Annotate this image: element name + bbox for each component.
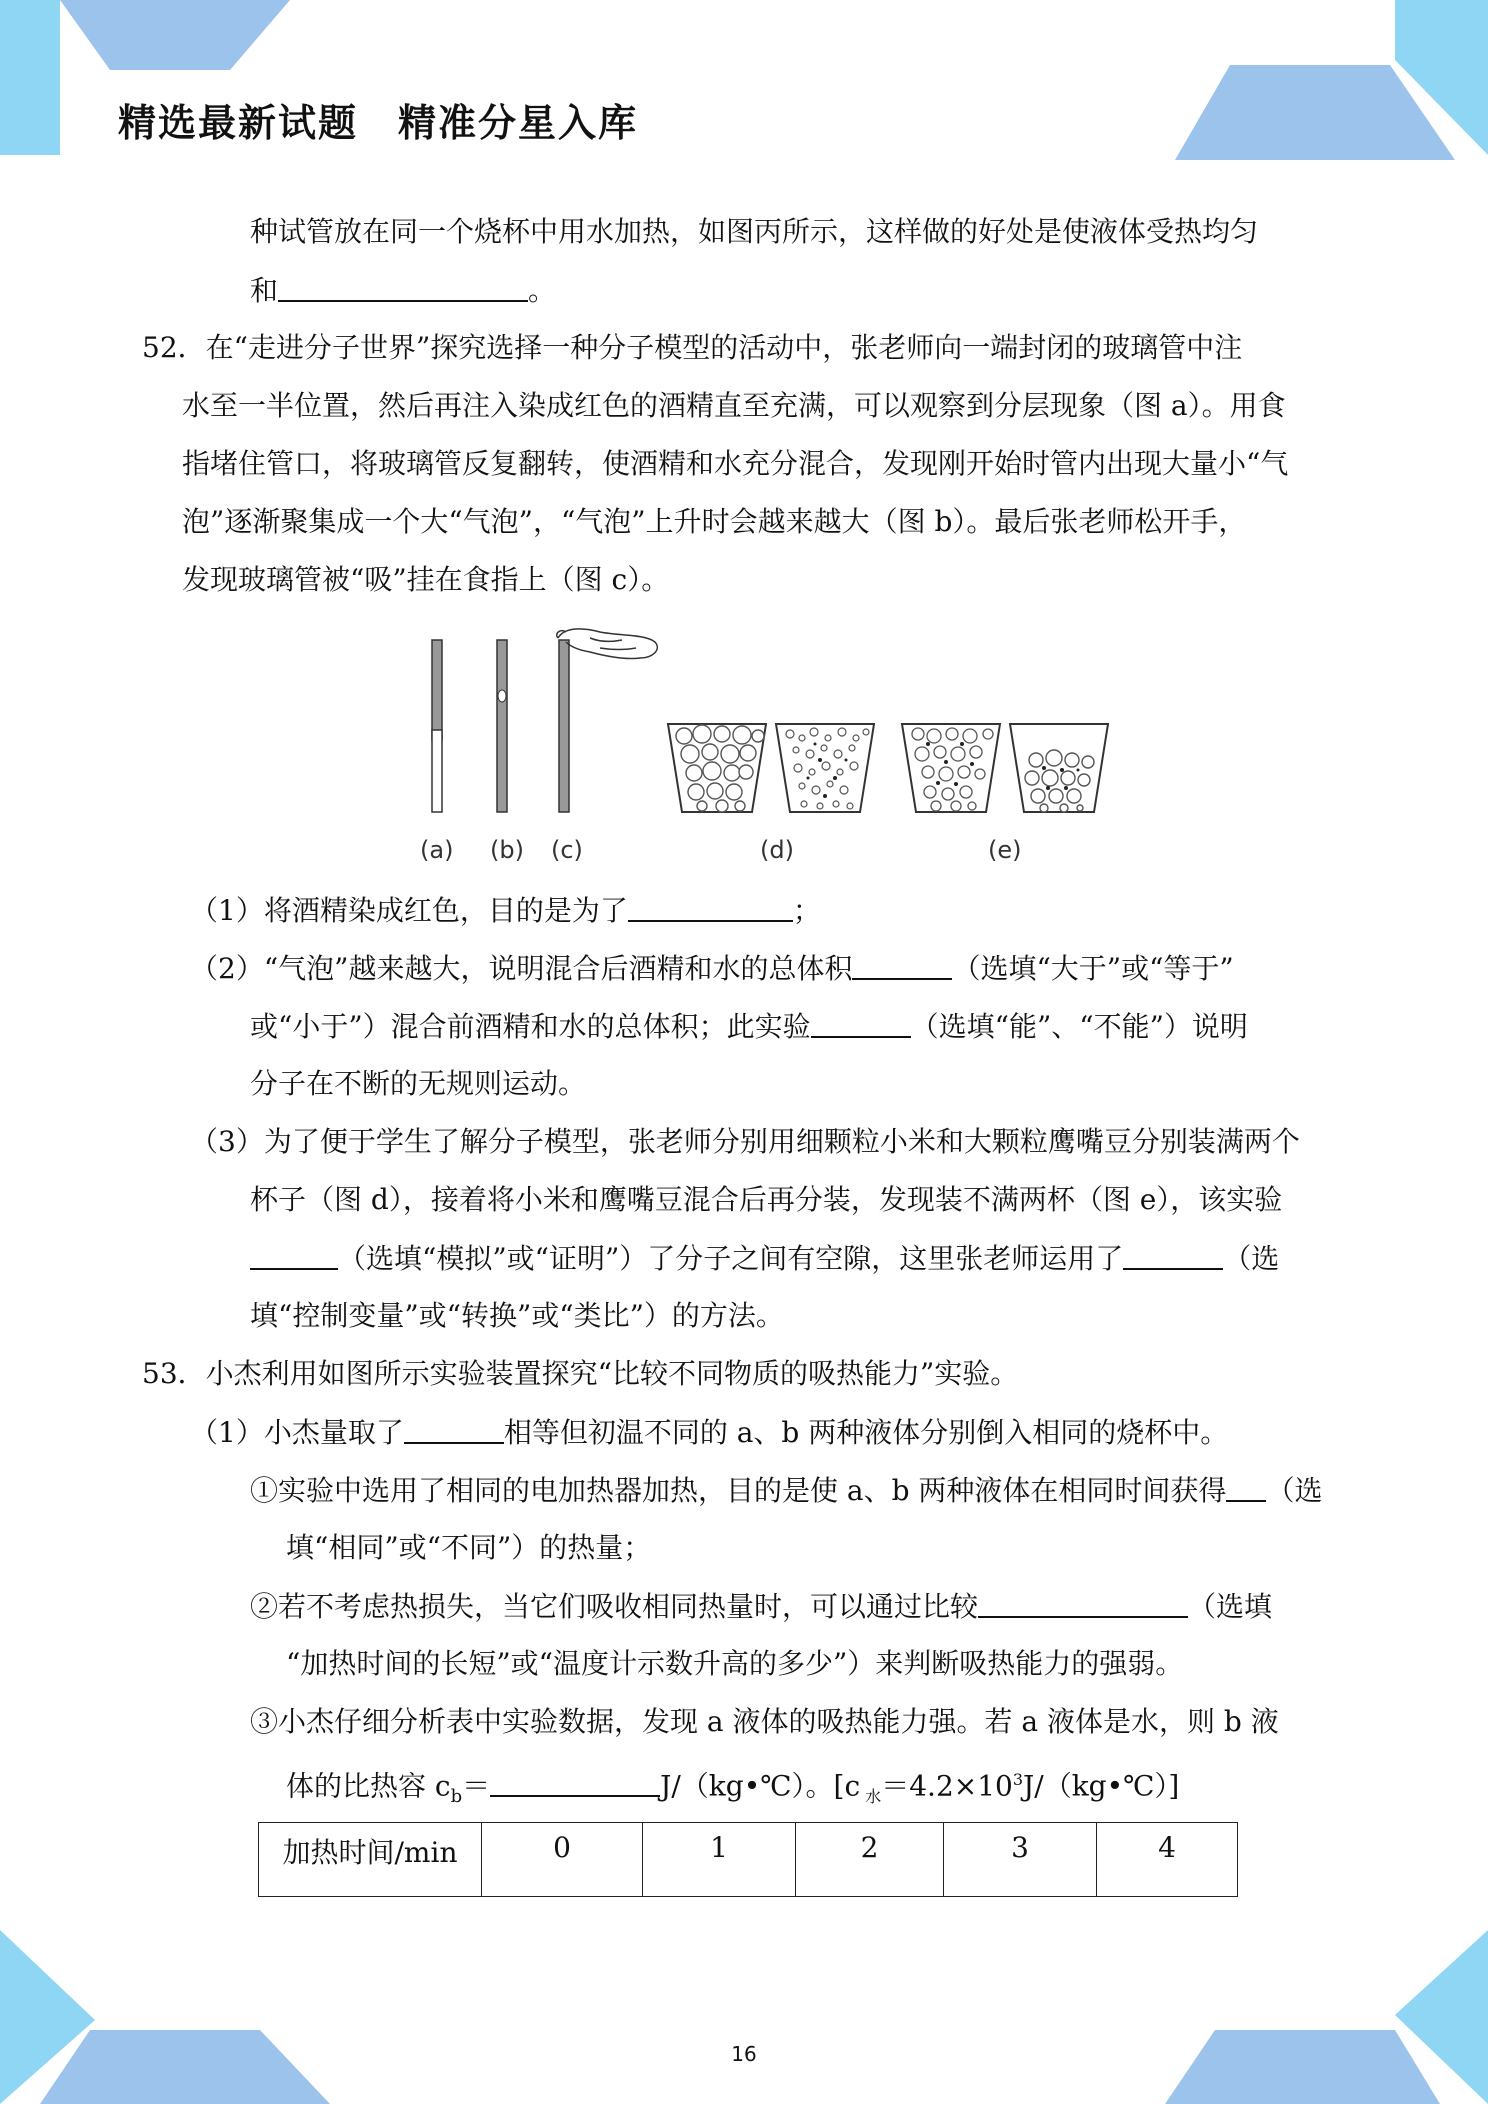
text-fragment: 或“小于”）混合前酒精和水的总体积；此实验 (250, 1010, 811, 1043)
item-2-line: “加热时间的长短”或“温度计示数升高的多少”）来判断吸热能力的强弱。 (286, 1647, 1184, 1680)
text-fragment: （选填“大于”或“等于” (952, 952, 1234, 985)
experiment-figure (400, 628, 1120, 864)
sub-question-1 (190, 890, 821, 931)
text-fragment: 和 (250, 274, 279, 307)
item-2-line (250, 1586, 1272, 1627)
answer-blank (811, 1006, 911, 1038)
subscript: 水 (860, 1786, 882, 1806)
text-fragment: ＝ (462, 1769, 491, 1803)
text-fragment: ； (792, 894, 821, 927)
tube-b (497, 640, 507, 812)
question-52-line: 指堵住管口，将玻璃管反复翻转，使酒精和水充分混合，发现刚开始时管内出现大量小“气 (182, 447, 1289, 480)
text-fragment: （选 (1223, 1242, 1280, 1275)
text-fragment: 。 (528, 274, 557, 307)
question-52-line: 泡”逐渐聚集成一个大“气泡”，“气泡”上升时会越来越大（图 b）。最后张老师松开手， (182, 505, 1247, 538)
superscript: 3 (1012, 1770, 1024, 1789)
item-1-line (250, 1470, 1322, 1511)
sub-question-2-line (190, 948, 1234, 989)
text-fragment: （选填 (1188, 1590, 1273, 1623)
top-left-rect (0, 0, 60, 155)
header-title (118, 92, 638, 147)
table-header-cell: 加热时间/min (259, 1823, 482, 1897)
answer-blank (278, 270, 528, 302)
figure-label-d: (d) (760, 836, 794, 864)
tube-c (559, 640, 569, 812)
figure-label-c: (c) (551, 836, 583, 864)
answer-blank (1123, 1238, 1223, 1270)
answer-blank (490, 1765, 660, 1797)
text-fragment: （1）将酒精染成红色，目的是为了 (190, 894, 628, 927)
answer-blank (978, 1586, 1188, 1618)
header-title-left: 精选最新试题 (118, 101, 359, 145)
text-fragment: （选填“模拟”或“证明”）了分子之间有空隙，这里张老师运用了 (338, 1242, 1124, 1275)
sub-question-2-line: 分子在不断的无规则运动。 (250, 1067, 587, 1100)
text-fragment: ＝4.2×10 (881, 1769, 1013, 1803)
text-line (250, 270, 556, 311)
question-52-line: 52．在“走进分子世界”探究选择一种分子模型的活动中，张老师向一端封闭的玻璃管中注 (142, 331, 1243, 364)
figure-drawing (400, 628, 1120, 828)
cup-e-right (1010, 724, 1108, 812)
answer-blank (628, 890, 793, 922)
table-cell: 3 (944, 1823, 1097, 1897)
cup-e-left (902, 724, 1000, 812)
sub-question-3-line (250, 1238, 1279, 1279)
question-53-line: 53．小杰利用如图所示实验装置探究“比较不同物质的吸热能力”实验。 (142, 1357, 1019, 1390)
text-fragment: （选填“能”、“不能”）说明 (910, 1010, 1248, 1043)
text-fragment: J/（kg•℃）] (1023, 1769, 1180, 1803)
figure-label-b: (b) (490, 836, 524, 864)
figure-label-e: (e) (988, 836, 1022, 864)
table-cell: 0 (482, 1823, 643, 1897)
sub-question-3-line: 杯子（图 d），接着将小米和鹰嘴豆混合后再分装，发现装不满两杯（图 e），该实验 (250, 1183, 1283, 1216)
table-cell: 1 (643, 1823, 796, 1897)
figure-label-a: (a) (420, 836, 454, 864)
table-cell: 4 (1097, 1823, 1238, 1897)
page-number: 16 (731, 2042, 757, 2066)
subscript: b (450, 1785, 463, 1807)
sub-question-3-line: （3）为了便于学生了解分子模型，张老师分别用细颗粒小米和大颗粒鹰嘴豆分别装满两个 (190, 1125, 1300, 1158)
question-53-sub-1 (190, 1412, 1228, 1453)
cup-d-right (776, 724, 874, 812)
question-52-line: 水至一半位置，然后再注入染成红色的酒精直至充满，可以观察到分层现象（图 a）。用食 (182, 389, 1286, 422)
item-3-line (286, 1760, 1179, 1817)
answer-blank (1226, 1470, 1266, 1502)
sub-question-3-line: 填“控制变量”或“转换”或“类比”）的方法。 (250, 1299, 784, 1332)
text-fragment: （选 (1266, 1474, 1323, 1507)
answer-blank (404, 1412, 504, 1444)
header-title-right: 精准分星入库 (398, 101, 639, 145)
text-fragment: （2）“气泡”越来越大，说明混合后酒精和水的总体积 (190, 952, 853, 985)
answer-blank (852, 948, 952, 980)
text-fragment: ①实验中选用了相同的电加热器加热，目的是使 a、b 两种液体在相同时间获得 (250, 1474, 1227, 1507)
item-3-line: ③小杰仔细分析表中实验数据，发现 a 液体的吸热能力强。若 a 液体是水，则 b 液 (250, 1705, 1279, 1738)
table-row (259, 1823, 1238, 1897)
text-fragment: （1）小杰量取了 (190, 1416, 404, 1449)
table-cell: 2 (796, 1823, 944, 1897)
text-fragment: ②若不考虑热损失，当它们吸收相同热量时，可以通过比较 (250, 1590, 979, 1623)
text-fragment: J/（kg•℃）。[c (660, 1769, 861, 1803)
text-fragment: 体的比热容 c (286, 1769, 451, 1803)
cup-d-left (668, 724, 766, 812)
question-52-line: 发现玻璃管被“吸”挂在食指上（图 c）。 (182, 563, 670, 596)
bottom-decoration (0, 1930, 1488, 2104)
data-table (258, 1822, 1238, 1897)
sub-question-2-line (250, 1006, 1248, 1047)
top-right-trapezoid (1175, 65, 1455, 160)
item-1-line: 填“相同”或“不同”）的热量； (286, 1531, 652, 1564)
answer-blank (250, 1238, 338, 1270)
hand-icon (557, 629, 658, 659)
tube-a (432, 640, 442, 812)
text-line: 种试管放在同一个烧杯中用水加热，如图丙所示，这样做的好处是使液体受热均匀 (250, 215, 1259, 248)
text-fragment: 相等但初温不同的 a、b 两种液体分别倒入相同的烧杯中。 (503, 1416, 1229, 1449)
